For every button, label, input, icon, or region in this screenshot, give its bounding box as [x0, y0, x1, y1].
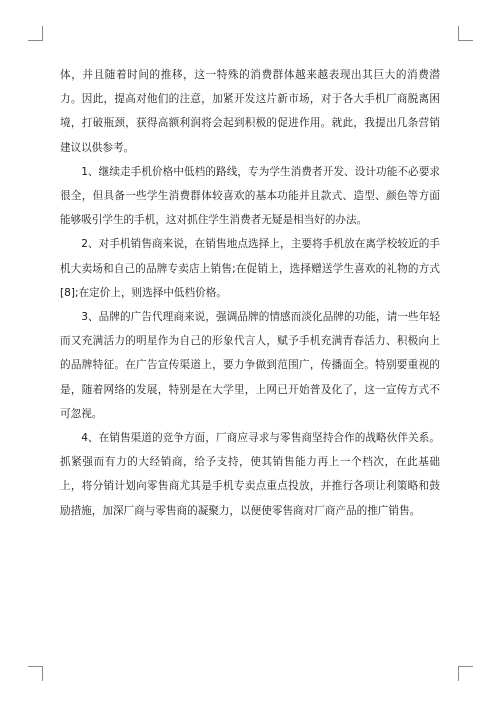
paragraph-suggestion-1: 1、继续走手机价格中低档的路线，专为学生消费者开发、设计功能不必要求很全，但具备一些学生消费群体较喜欢的基本功能并且款式、造型、颜色等方面能够吸引学生的手机，这对抓住学生消费者无疑是相当好的办法。: [60, 165, 440, 227]
crop-mark-bottom-left: [28, 666, 43, 681]
document-body: [60, 63, 440, 523]
paragraph-suggestion-2: 2、对手机销售商来说，在销售地点选择上，主要将手机放在离学校较近的手机大卖场和自己的品牌专卖店上销售;在促销上，选择赠送学生喜欢的礼物的方式[8];在定价上，则选择中低档价格。: [60, 238, 440, 299]
crop-mark-top-left: [28, 26, 43, 41]
paragraph-suggestion-3: 3、品牌的广告代理商来说，强调品牌的情感而淡化品牌的功能，请一些年轻而又充满活力的明星作为自己的形象代言人，赋予手机充满青春活力、积极向上的品牌特征。在广告宣传渠道上，要力争做到范围广，传播面全。特别要重视的是，随着网络的发展，特别是在大学里，上网已开始普及化了，这一宣传方式不可忽视。: [60, 311, 440, 420]
crop-mark-bottom-right: [458, 666, 473, 681]
paragraph-suggestion-4: 4、在销售渠道的竞争方面，厂商应寻求与零售商坚持合作的战略伙伴关系。抓紧强而有力的大经销商，给予支持，使其销售能力再上一个档次，在此基础上，将分销计划向零售商尤其是手机专卖点重点投放，并推行各项让利策略和鼓励措施，加深厂商与零售商的凝聚力，以便使零售商对厂商产品的推广销售。: [60, 432, 440, 517]
paragraph-continuation: 体，并且随着时间的推移，这一特殊的消费群体越来越表现出其巨大的消费潜力。因此，提高对他们的注意，加紧开发这片新市场，对于各大手机厂商脱离困境，打破瓶颈，获得高额利润将会起到积极的促进作用。就此，我提出几条营销建议以供参考。: [60, 69, 440, 154]
crop-mark-top-right: [458, 26, 473, 41]
